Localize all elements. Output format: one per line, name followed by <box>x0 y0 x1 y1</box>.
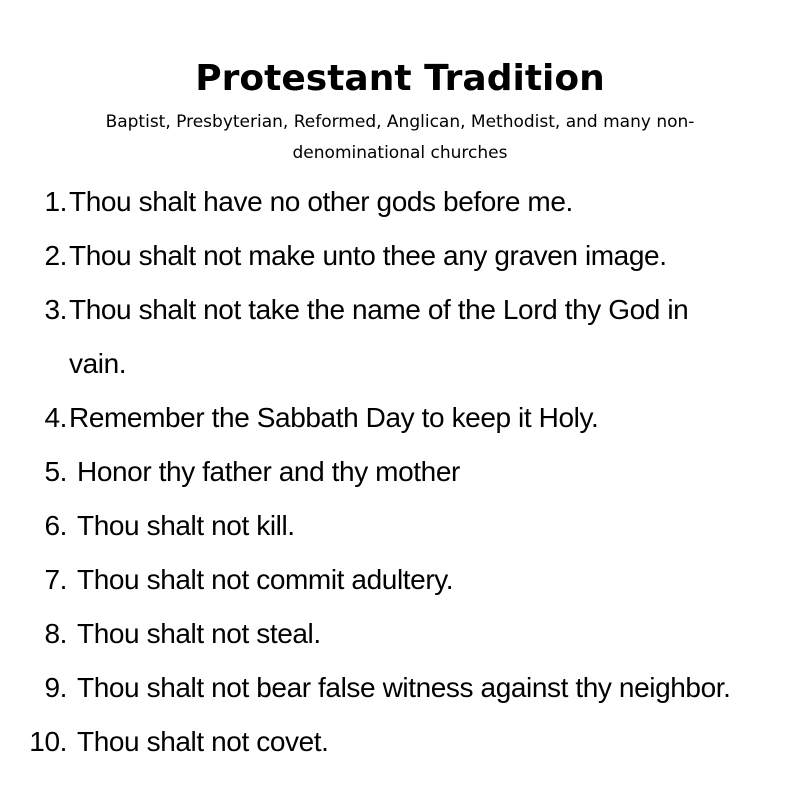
list-item-text: Thou shalt have no other gods before me. <box>69 186 573 217</box>
list-item-text: Honor thy father and thy mother <box>77 456 460 487</box>
list-item <box>0 661 800 715</box>
list-item <box>0 715 800 769</box>
list-item-text: Thou shalt not take the name of the Lord thy God in vain. <box>69 294 689 379</box>
page-subtitle: Baptist, Presbyterian, Reformed, Anglican, Methodist, and many non-denominational churches <box>105 112 695 163</box>
page-title: Protestant Tradition <box>195 58 605 99</box>
list-item-text: Thou shalt not make unto thee any graven image. <box>69 240 667 271</box>
list-item <box>0 175 800 229</box>
list-item <box>0 283 800 391</box>
list-item-text: Thou shalt not covet. <box>77 726 329 757</box>
list-item <box>0 391 800 445</box>
list-item-number: 6. <box>44 510 67 541</box>
list-item-text: Thou shalt not steal. <box>77 618 321 649</box>
list-item <box>0 607 800 661</box>
list-item-number: 9. <box>44 672 67 703</box>
list-item-number: 3. <box>44 294 67 325</box>
commandments-list <box>0 175 800 769</box>
list-item <box>0 499 800 553</box>
list-item-text: Thou shalt not kill. <box>77 510 295 541</box>
list-item-number: 2. <box>44 240 67 271</box>
list-item-number: 7. <box>44 564 67 595</box>
list-item-number: 10. <box>29 726 67 757</box>
list-item-number: 1. <box>44 186 67 217</box>
list-item-number: 8. <box>44 618 67 649</box>
list-item <box>0 553 800 607</box>
list-item-text: Thou shalt not commit adultery. <box>77 564 454 595</box>
list-item <box>0 445 800 499</box>
list-item-text: Remember the Sabbath Day to keep it Holy. <box>69 402 599 433</box>
list-item-number: 5. <box>44 456 67 487</box>
list-item <box>0 229 800 283</box>
list-item-text: Thou shalt not bear false witness against thy neighbor. <box>77 672 731 703</box>
list-item-number: 4. <box>44 402 67 433</box>
